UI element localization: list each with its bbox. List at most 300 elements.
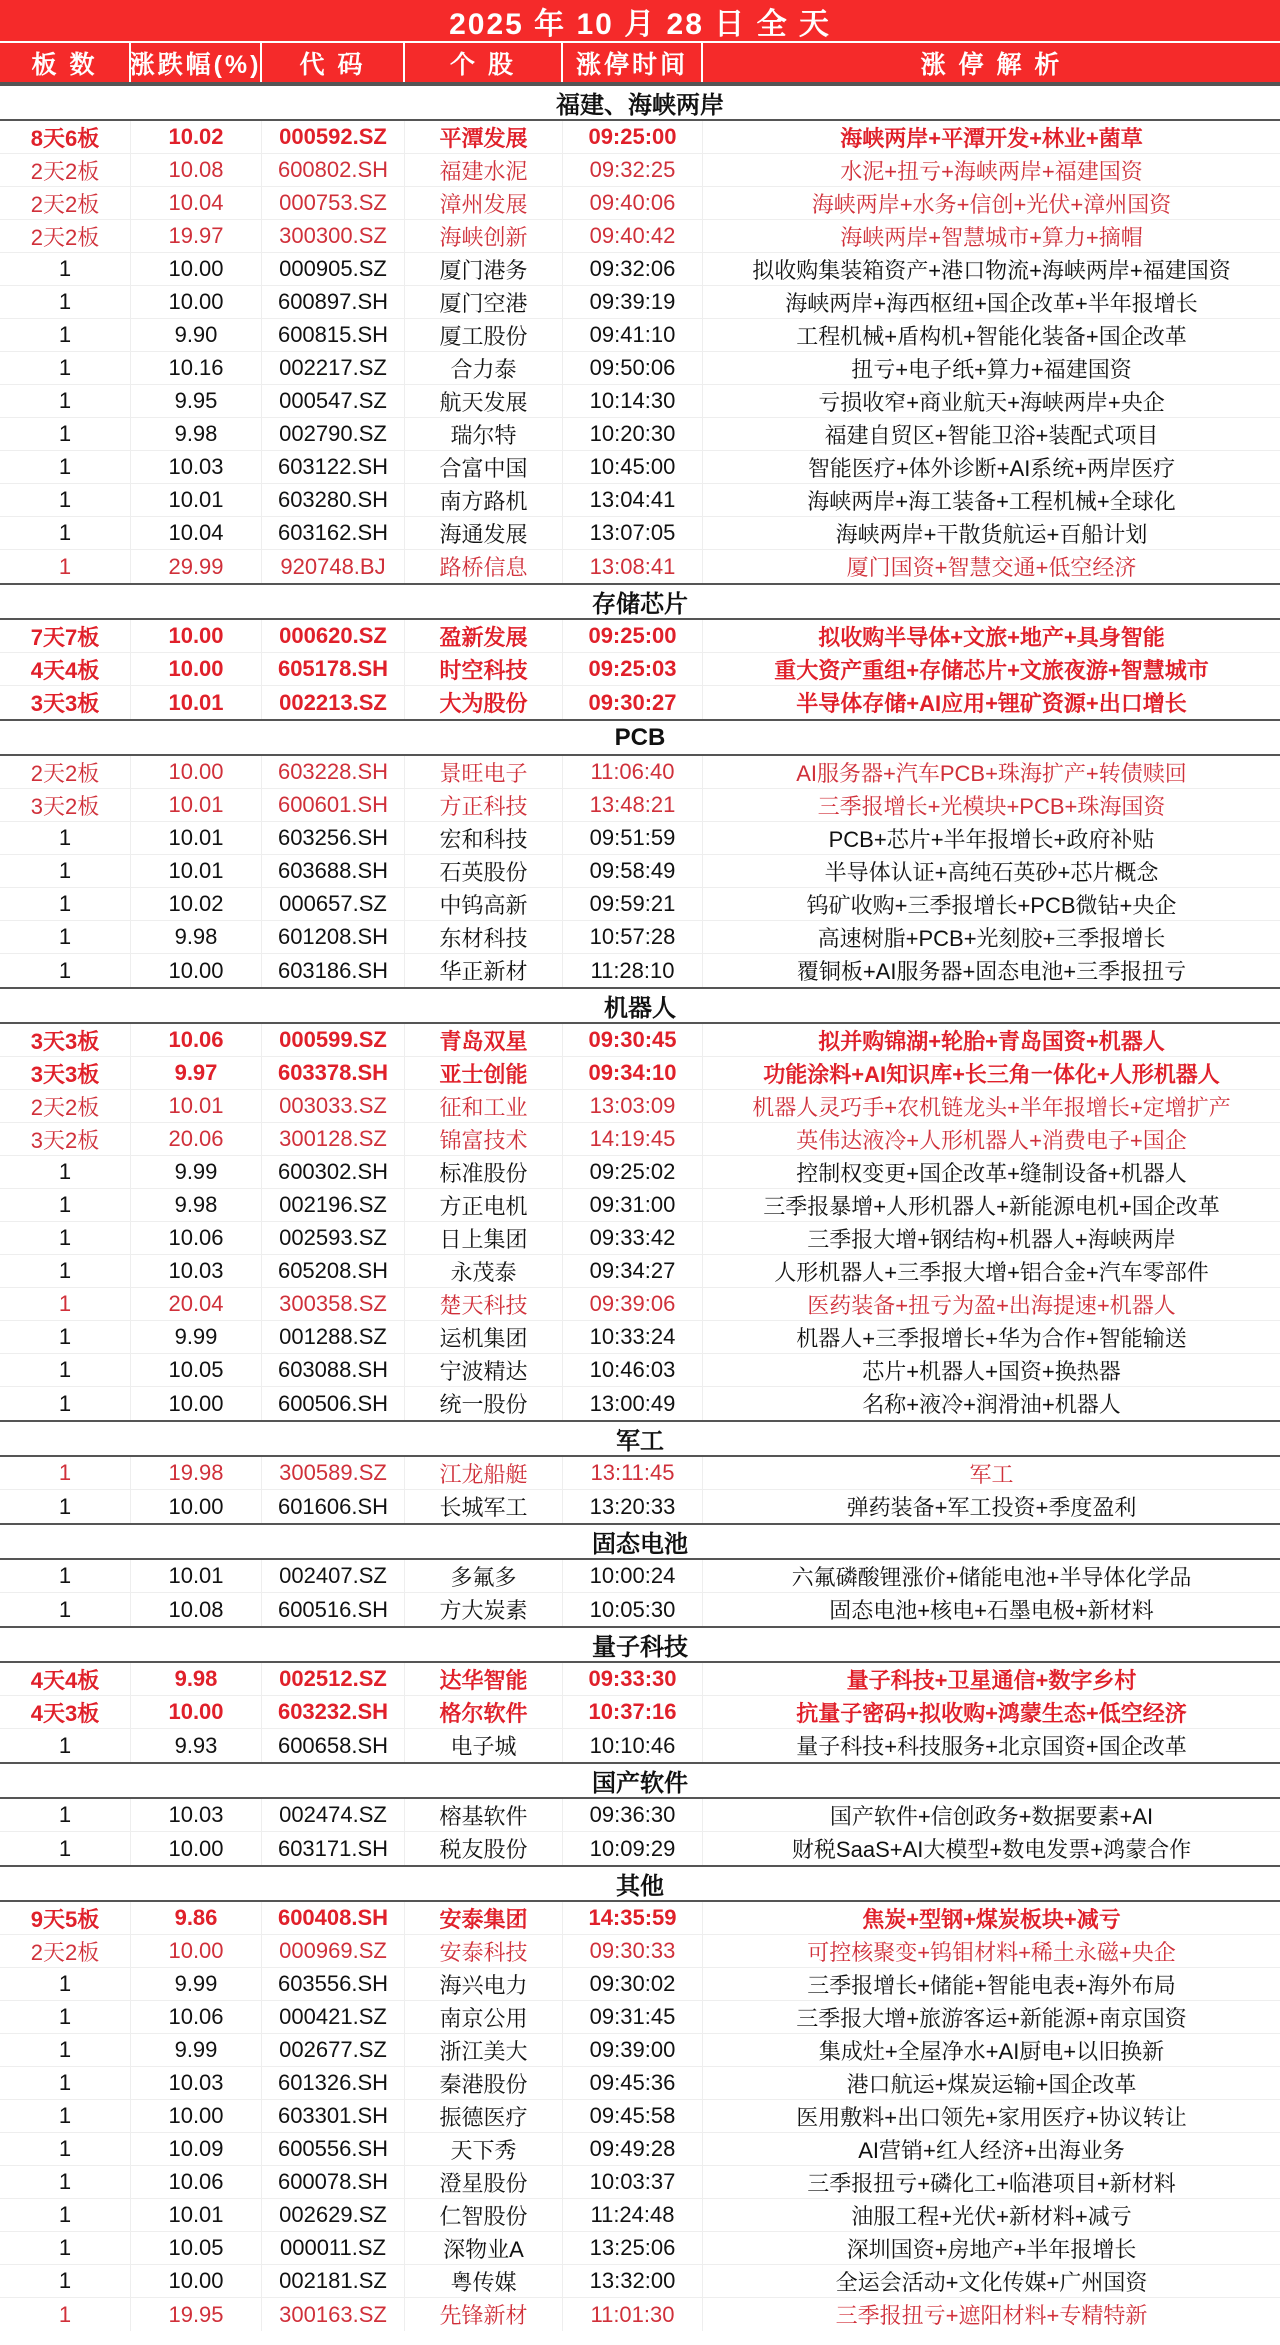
cell-boards: 4天3板 <box>0 1696 131 1728</box>
cell-change-pct: 9.98 <box>131 1663 262 1695</box>
cell-change-pct: 10.03 <box>131 2067 262 2099</box>
cell-limit-time: 09:32:25 <box>563 154 703 186</box>
cell-boards: 1 <box>0 1560 131 1592</box>
cell-code: 000547.SZ <box>262 385 405 417</box>
cell-boards: 1 <box>0 1457 131 1489</box>
cell-stock-name: 先锋新材 <box>405 2298 563 2331</box>
cell-boards: 3天2板 <box>0 1123 131 1155</box>
cell-code: 300300.SZ <box>262 220 405 252</box>
cell-stock-name: 永茂泰 <box>405 1255 563 1287</box>
section-header: PCB <box>0 719 1280 756</box>
table-row <box>0 451 1280 484</box>
table-row <box>0 550 1280 583</box>
cell-change-pct: 10.06 <box>131 1222 262 1254</box>
cell-code: 003033.SZ <box>262 1090 405 1122</box>
cell-reason: 财税SaaS+AI大模型+数电发票+鸿蒙合作 <box>791 1837 1192 1862</box>
table-body <box>0 84 1280 2331</box>
cell-change-pct: 10.05 <box>131 2232 262 2264</box>
cell-boards: 1 <box>0 888 131 920</box>
cell-reason: 芯片+机器人+国资+换热器 <box>862 1358 1121 1384</box>
cell-boards: 1 <box>0 253 131 285</box>
cell-code: 601606.SH <box>262 1490 405 1523</box>
cell-boards: 1 <box>0 1968 131 2000</box>
cell-code: 603186.SH <box>262 954 405 987</box>
cell-limit-time: 09:34:27 <box>563 1255 703 1287</box>
cell-change-pct: 10.01 <box>131 484 262 516</box>
column-header-change-pct: 涨跌幅(%) <box>131 43 262 82</box>
cell-code: 600802.SH <box>262 154 405 186</box>
cell-limit-time: 10:20:30 <box>563 418 703 450</box>
cell-change-pct: 9.98 <box>131 1189 262 1221</box>
table-row <box>0 1057 1280 1090</box>
cell-stock-name: 福建水泥 <box>405 154 563 186</box>
cell-stock-name: 振德医疗 <box>405 2100 563 2132</box>
cell-limit-time: 09:39:19 <box>563 286 703 318</box>
cell-change-pct: 10.02 <box>131 888 262 920</box>
cell-change-pct: 10.03 <box>131 1799 262 1831</box>
cell-code: 002474.SZ <box>262 1799 405 1831</box>
cell-stock-name: 深物业A <box>405 2232 563 2264</box>
cell-reason: 医药装备+扭亏为盈+出海提速+机器人 <box>807 1292 1176 1318</box>
table-row <box>0 2034 1280 2067</box>
table-row <box>0 1288 1280 1321</box>
cell-boards: 3天3板 <box>0 686 131 719</box>
cell-change-pct: 10.00 <box>131 620 262 652</box>
cell-limit-time: 10:46:03 <box>563 1354 703 1386</box>
cell-limit-time: 09:49:28 <box>563 2133 703 2165</box>
cell-stock-name: 方大炭素 <box>405 1593 563 1626</box>
table-row <box>0 1935 1280 1968</box>
cell-change-pct: 10.05 <box>131 1354 262 1386</box>
section-header: 其他 <box>0 1865 1280 1902</box>
cell-boards: 2天2板 <box>0 154 131 186</box>
cell-boards: 1 <box>0 319 131 351</box>
cell-reason: 油服工程+光伏+新材料+减亏 <box>851 2203 1132 2229</box>
column-header-reason: 涨 停 解 析 <box>920 50 1063 79</box>
cell-limit-time: 13:20:33 <box>563 1490 703 1523</box>
cell-limit-time: 13:07:05 <box>563 517 703 549</box>
cell-boards: 1 <box>0 1222 131 1254</box>
cell-boards: 1 <box>0 2133 131 2165</box>
cell-boards: 1 <box>0 517 131 549</box>
cell-code: 002512.SZ <box>262 1663 405 1695</box>
table-row <box>0 385 1280 418</box>
cell-stock-name: 宏和科技 <box>405 822 563 854</box>
cell-reason: 拟收购集装箱资产+港口物流+海峡两岸+福建国资 <box>752 257 1231 283</box>
cell-stock-name: 宁波精达 <box>405 1354 563 1386</box>
cell-change-pct: 10.01 <box>131 1560 262 1592</box>
cell-stock-name: 长城军工 <box>405 1490 563 1523</box>
table-row <box>0 517 1280 550</box>
cell-reason: 名称+液冷+润滑油+机器人 <box>862 1392 1121 1417</box>
cell-code: 603301.SH <box>262 2100 405 2132</box>
cell-stock-name: 华正新材 <box>405 954 563 987</box>
cell-limit-time: 09:34:10 <box>563 1057 703 1089</box>
cell-boards: 8天6板 <box>0 121 131 153</box>
cell-stock-name: 厦工股份 <box>405 319 563 351</box>
cell-code: 000421.SZ <box>262 2001 405 2033</box>
cell-stock-name: 仁智股份 <box>405 2199 563 2231</box>
cell-change-pct: 20.04 <box>131 1288 262 1320</box>
cell-boards: 1 <box>0 1321 131 1353</box>
cell-change-pct: 19.97 <box>131 220 262 252</box>
cell-reason: 三季报扭亏+遮阳材料+专精特新 <box>835 2303 1148 2328</box>
table-row <box>0 187 1280 220</box>
cell-change-pct: 10.06 <box>131 1024 262 1056</box>
cell-change-pct: 9.99 <box>131 1321 262 1353</box>
table-row <box>0 2001 1280 2034</box>
cell-boards: 1 <box>0 954 131 987</box>
cell-reason: 海峡两岸+海工装备+工程机械+全球化 <box>807 488 1176 514</box>
cell-stock-name: 南京公用 <box>405 2001 563 2033</box>
cell-limit-time: 11:01:30 <box>563 2298 703 2331</box>
cell-reason: 三季报增长+储能+智能电表+海外布局 <box>807 1972 1176 1998</box>
cell-stock-name: 东材科技 <box>405 921 563 953</box>
cell-reason: 抗量子密码+拟收购+鸿蒙生态+低空经济 <box>796 1700 1187 1726</box>
table-row <box>0 1387 1280 1420</box>
section-header: 量子科技 <box>0 1626 1280 1663</box>
cell-reason: 军工 <box>969 1461 1014 1487</box>
cell-boards: 1 <box>0 1255 131 1287</box>
cell-reason: 海峡两岸+智慧城市+算力+摘帽 <box>840 224 1143 250</box>
cell-reason: 全运会活动+文化传媒+广州国资 <box>835 2269 1148 2295</box>
table-row <box>0 1321 1280 1354</box>
table-row <box>0 686 1280 719</box>
cell-reason: 控制权变更+国企改革+缝制设备+机器人 <box>796 1160 1187 1186</box>
cell-limit-time: 14:19:45 <box>563 1123 703 1155</box>
section-header: 军工 <box>0 1420 1280 1457</box>
cell-limit-time: 09:39:06 <box>563 1288 703 1320</box>
cell-stock-name: 时空科技 <box>405 653 563 685</box>
cell-code: 300358.SZ <box>262 1288 405 1320</box>
cell-boards: 1 <box>0 2067 131 2099</box>
cell-boards: 1 <box>0 1387 131 1420</box>
table-row <box>0 1560 1280 1593</box>
table-row <box>0 1156 1280 1189</box>
cell-change-pct: 20.06 <box>131 1123 262 1155</box>
cell-code: 600302.SH <box>262 1156 405 1188</box>
cell-code: 600516.SH <box>262 1593 405 1626</box>
cell-code: 300128.SZ <box>262 1123 405 1155</box>
cell-stock-name: 漳州发展 <box>405 187 563 219</box>
cell-code: 600506.SH <box>262 1387 405 1420</box>
cell-boards: 1 <box>0 2232 131 2264</box>
cell-change-pct: 10.00 <box>131 1387 262 1420</box>
cell-code: 600408.SH <box>262 1902 405 1934</box>
cell-limit-time: 09:25:02 <box>563 1156 703 1188</box>
cell-reason: 厦门国资+智慧交通+低空经济 <box>846 555 1137 580</box>
column-header-stock: 个 股 <box>405 43 563 82</box>
table-row <box>0 1490 1280 1523</box>
table-row <box>0 352 1280 385</box>
cell-stock-name: 亚士创能 <box>405 1057 563 1089</box>
cell-reason: 弹药装备+军工投资+季度盈利 <box>846 1495 1137 1520</box>
cell-change-pct: 10.00 <box>131 1935 262 1967</box>
section-header: 存储芯片 <box>0 583 1280 620</box>
cell-boards: 1 <box>0 1593 131 1626</box>
cell-boards: 1 <box>0 1189 131 1221</box>
cell-code: 605178.SH <box>262 653 405 685</box>
cell-limit-time: 09:31:45 <box>563 2001 703 2033</box>
cell-stock-name: 统一股份 <box>405 1387 563 1420</box>
cell-boards: 1 <box>0 1156 131 1188</box>
cell-reason: 覆铜板+AI服务器+固态电池+三季报扭亏 <box>796 959 1187 984</box>
cell-stock-name: 航天发展 <box>405 385 563 417</box>
table-row <box>0 855 1280 888</box>
section-header: 国产软件 <box>0 1762 1280 1799</box>
cell-code: 603171.SH <box>262 1832 405 1865</box>
cell-change-pct: 10.00 <box>131 954 262 987</box>
table-row <box>0 1902 1280 1935</box>
cell-code: 000592.SZ <box>262 121 405 153</box>
column-header-limit-time: 涨停时间 <box>563 43 703 82</box>
cell-reason: 港口航运+煤炭运输+国企改革 <box>846 2071 1137 2097</box>
table-row <box>0 822 1280 855</box>
table-row <box>0 484 1280 517</box>
cell-reason: 钨矿收购+三季报增长+PCB微钻+央企 <box>806 892 1177 918</box>
cell-change-pct: 10.01 <box>131 686 262 719</box>
cell-boards: 1 <box>0 352 131 384</box>
table-row <box>0 1799 1280 1832</box>
cell-limit-time: 09:25:00 <box>563 121 703 153</box>
table-row <box>0 1593 1280 1626</box>
table-row <box>0 620 1280 653</box>
table-row <box>0 286 1280 319</box>
cell-stock-name: 石英股份 <box>405 855 563 887</box>
cell-reason: 可控核聚变+钨钼材料+稀土永磁+央企 <box>807 1939 1176 1965</box>
cell-boards: 1 <box>0 286 131 318</box>
cell-change-pct: 10.00 <box>131 653 262 685</box>
cell-limit-time: 09:45:58 <box>563 2100 703 2132</box>
cell-code: 603122.SH <box>262 451 405 483</box>
table-row <box>0 2199 1280 2232</box>
cell-stock-name: 盈新发展 <box>405 620 563 652</box>
table-row <box>0 1968 1280 2001</box>
table-row <box>0 954 1280 987</box>
cell-stock-name: 厦门空港 <box>405 286 563 318</box>
cell-code: 002213.SZ <box>262 686 405 719</box>
cell-limit-time: 13:25:06 <box>563 2232 703 2264</box>
cell-reason: 六氟磷酸锂涨价+储能电池+半导体化学品 <box>791 1564 1192 1590</box>
cell-reason: 海峡两岸+平潭开发+林业+菌草 <box>840 125 1143 151</box>
cell-change-pct: 10.09 <box>131 2133 262 2165</box>
table-row <box>0 2100 1280 2133</box>
cell-change-pct: 19.95 <box>131 2298 262 2331</box>
table-row <box>0 319 1280 352</box>
cell-limit-time: 13:08:41 <box>563 550 703 583</box>
cell-boards: 4天4板 <box>0 653 131 685</box>
table-row <box>0 1189 1280 1222</box>
cell-boards: 1 <box>0 1729 131 1762</box>
cell-change-pct: 10.08 <box>131 154 262 186</box>
cell-stock-name: 运机集团 <box>405 1321 563 1353</box>
cell-reason: AI营销+红人经济+出海业务 <box>858 2137 1125 2163</box>
cell-limit-time: 10:00:24 <box>563 1560 703 1592</box>
cell-stock-name: 安泰科技 <box>405 1935 563 1967</box>
cell-reason: 智能医疗+体外诊断+AI系统+两岸医疗 <box>807 455 1176 481</box>
cell-reason: 量子科技+卫星通信+数字乡村 <box>846 1667 1137 1693</box>
cell-change-pct: 9.99 <box>131 2034 262 2066</box>
cell-stock-name: 征和工业 <box>405 1090 563 1122</box>
cell-reason: 国产软件+信创政务+数据要素+AI <box>829 1803 1154 1829</box>
cell-limit-time: 10:05:30 <box>563 1593 703 1626</box>
table-row <box>0 2298 1280 2331</box>
cell-boards: 2天2板 <box>0 220 131 252</box>
cell-code: 600556.SH <box>262 2133 405 2165</box>
cell-code: 000753.SZ <box>262 187 405 219</box>
cell-boards: 2天2板 <box>0 1090 131 1122</box>
cell-limit-time: 09:25:00 <box>563 620 703 652</box>
cell-boards: 4天4板 <box>0 1663 131 1695</box>
cell-stock-name: 江龙船艇 <box>405 1457 563 1489</box>
cell-limit-time: 09:45:36 <box>563 2067 703 2099</box>
cell-code: 002629.SZ <box>262 2199 405 2231</box>
cell-change-pct: 9.97 <box>131 1057 262 1089</box>
table-row <box>0 253 1280 286</box>
cell-boards: 1 <box>0 385 131 417</box>
cell-change-pct: 9.98 <box>131 418 262 450</box>
cell-reason: 拟并购锦湖+轮胎+青岛国资+机器人 <box>818 1028 1165 1054</box>
cell-boards: 1 <box>0 2001 131 2033</box>
cell-change-pct: 9.98 <box>131 921 262 953</box>
cell-code: 601208.SH <box>262 921 405 953</box>
cell-change-pct: 9.99 <box>131 1968 262 2000</box>
cell-limit-time: 11:28:10 <box>563 954 703 987</box>
cell-reason: 三季报暴增+人形机器人+新能源电机+国企改革 <box>763 1193 1220 1219</box>
cell-reason: 三季报大增+旅游客运+新能源+南京国资 <box>796 2005 1187 2031</box>
table-row <box>0 888 1280 921</box>
cell-reason: 三季报扭亏+磷化工+临港项目+新材料 <box>807 2170 1176 2196</box>
cell-change-pct: 10.01 <box>131 1090 262 1122</box>
cell-stock-name: 安泰集团 <box>405 1902 563 1934</box>
cell-boards: 1 <box>0 822 131 854</box>
cell-code: 000969.SZ <box>262 1935 405 1967</box>
cell-boards: 1 <box>0 2265 131 2297</box>
cell-limit-time: 09:33:42 <box>563 1222 703 1254</box>
cell-code: 000905.SZ <box>262 253 405 285</box>
cell-stock-name: 多氟多 <box>405 1560 563 1592</box>
table-row <box>0 2265 1280 2298</box>
cell-change-pct: 9.86 <box>131 1902 262 1934</box>
cell-reason: 福建自贸区+智能卫浴+装配式项目 <box>824 422 1159 448</box>
cell-boards: 1 <box>0 451 131 483</box>
cell-reason: 高速树脂+PCB+光刻胶+三季报增长 <box>817 925 1166 951</box>
cell-stock-name: 格尔软件 <box>405 1696 563 1728</box>
cell-limit-time: 13:00:49 <box>563 1387 703 1420</box>
cell-limit-time: 14:35:59 <box>563 1902 703 1934</box>
cell-boards: 2天2板 <box>0 1935 131 1967</box>
column-header-code: 代 码 <box>262 43 405 82</box>
table-row <box>0 1354 1280 1387</box>
cell-change-pct: 9.95 <box>131 385 262 417</box>
table-row <box>0 220 1280 253</box>
cell-reason: 集成灶+全屋净水+AI厨电+以旧换新 <box>818 2038 1165 2064</box>
cell-boards: 3天2板 <box>0 789 131 821</box>
cell-limit-time: 09:51:59 <box>563 822 703 854</box>
table-row <box>0 1222 1280 1255</box>
cell-reason: 水泥+扭亏+海峡两岸+福建国资 <box>840 158 1143 184</box>
cell-change-pct: 10.02 <box>131 121 262 153</box>
cell-limit-time: 13:32:00 <box>563 2265 703 2297</box>
cell-change-pct: 10.01 <box>131 855 262 887</box>
cell-stock-name: 秦港股份 <box>405 2067 563 2099</box>
cell-stock-name: 景旺电子 <box>405 756 563 788</box>
cell-limit-time: 09:58:49 <box>563 855 703 887</box>
cell-change-pct: 10.03 <box>131 1255 262 1287</box>
cell-boards: 9天5板 <box>0 1902 131 1934</box>
section-header: 福建、海峡两岸 <box>0 84 1280 121</box>
cell-code: 002217.SZ <box>262 352 405 384</box>
cell-stock-name: 达华智能 <box>405 1663 563 1695</box>
cell-reason: 扭亏+电子纸+算力+福建国资 <box>851 356 1132 382</box>
cell-stock-name: 海兴电力 <box>405 1968 563 2000</box>
cell-change-pct: 29.99 <box>131 550 262 583</box>
cell-boards: 1 <box>0 484 131 516</box>
cell-reason: AI服务器+汽车PCB+珠海扩产+转债赎回 <box>796 760 1187 786</box>
cell-code: 002407.SZ <box>262 1560 405 1592</box>
cell-stock-name: 锦富技术 <box>405 1123 563 1155</box>
table-row <box>0 1729 1280 1762</box>
table-row <box>0 121 1280 154</box>
cell-reason: 工程机械+盾构机+智能化装备+国企改革 <box>796 323 1187 349</box>
cell-limit-time: 10:45:00 <box>563 451 703 483</box>
cell-limit-time: 09:32:06 <box>563 253 703 285</box>
cell-change-pct: 10.03 <box>131 451 262 483</box>
cell-change-pct: 10.04 <box>131 517 262 549</box>
cell-code: 603688.SH <box>262 855 405 887</box>
cell-stock-name: 税友股份 <box>405 1832 563 1865</box>
cell-limit-time: 11:06:40 <box>563 756 703 788</box>
cell-reason: 人形机器人+三季报大增+铝合金+汽车零部件 <box>774 1259 1209 1285</box>
table-row <box>0 2133 1280 2166</box>
table-row <box>0 2166 1280 2199</box>
cell-code: 002181.SZ <box>262 2265 405 2297</box>
cell-code: 600078.SH <box>262 2166 405 2198</box>
cell-limit-time: 10:57:28 <box>563 921 703 953</box>
cell-change-pct: 10.06 <box>131 2166 262 2198</box>
cell-change-pct: 9.90 <box>131 319 262 351</box>
cell-stock-name: 中钨高新 <box>405 888 563 920</box>
cell-reason: 英伟达液冷+人形机器人+消费电子+国企 <box>796 1127 1187 1153</box>
cell-code: 002790.SZ <box>262 418 405 450</box>
cell-reason: 机器人+三季报增长+华为合作+智能输送 <box>796 1325 1187 1351</box>
cell-code: 605208.SH <box>262 1255 405 1287</box>
cell-reason: 重大资产重组+存储芯片+文旅夜游+智慧城市 <box>774 657 1209 683</box>
cell-limit-time: 09:31:00 <box>563 1189 703 1221</box>
cell-code: 600897.SH <box>262 286 405 318</box>
table-row <box>0 2067 1280 2100</box>
cell-code: 000620.SZ <box>262 620 405 652</box>
cell-limit-time: 09:59:21 <box>563 888 703 920</box>
cell-limit-time: 11:24:48 <box>563 2199 703 2231</box>
cell-code: 000657.SZ <box>262 888 405 920</box>
section-header: 机器人 <box>0 987 1280 1024</box>
table-row <box>0 1832 1280 1865</box>
cell-stock-name: 瑞尔特 <box>405 418 563 450</box>
cell-change-pct: 10.00 <box>131 1696 262 1728</box>
cell-change-pct: 10.01 <box>131 789 262 821</box>
cell-limit-time: 13:48:21 <box>563 789 703 821</box>
cell-stock-name: 方正科技 <box>405 789 563 821</box>
cell-change-pct: 10.00 <box>131 1832 262 1865</box>
cell-limit-time: 13:11:45 <box>563 1457 703 1489</box>
cell-boards: 1 <box>0 1799 131 1831</box>
cell-stock-name: 青岛双星 <box>405 1024 563 1056</box>
cell-reason: 半导体认证+高纯石英砂+芯片概念 <box>824 859 1159 885</box>
cell-boards: 1 <box>0 2298 131 2331</box>
cell-stock-name: 合力泰 <box>405 352 563 384</box>
cell-limit-time: 10:10:46 <box>563 1729 703 1762</box>
